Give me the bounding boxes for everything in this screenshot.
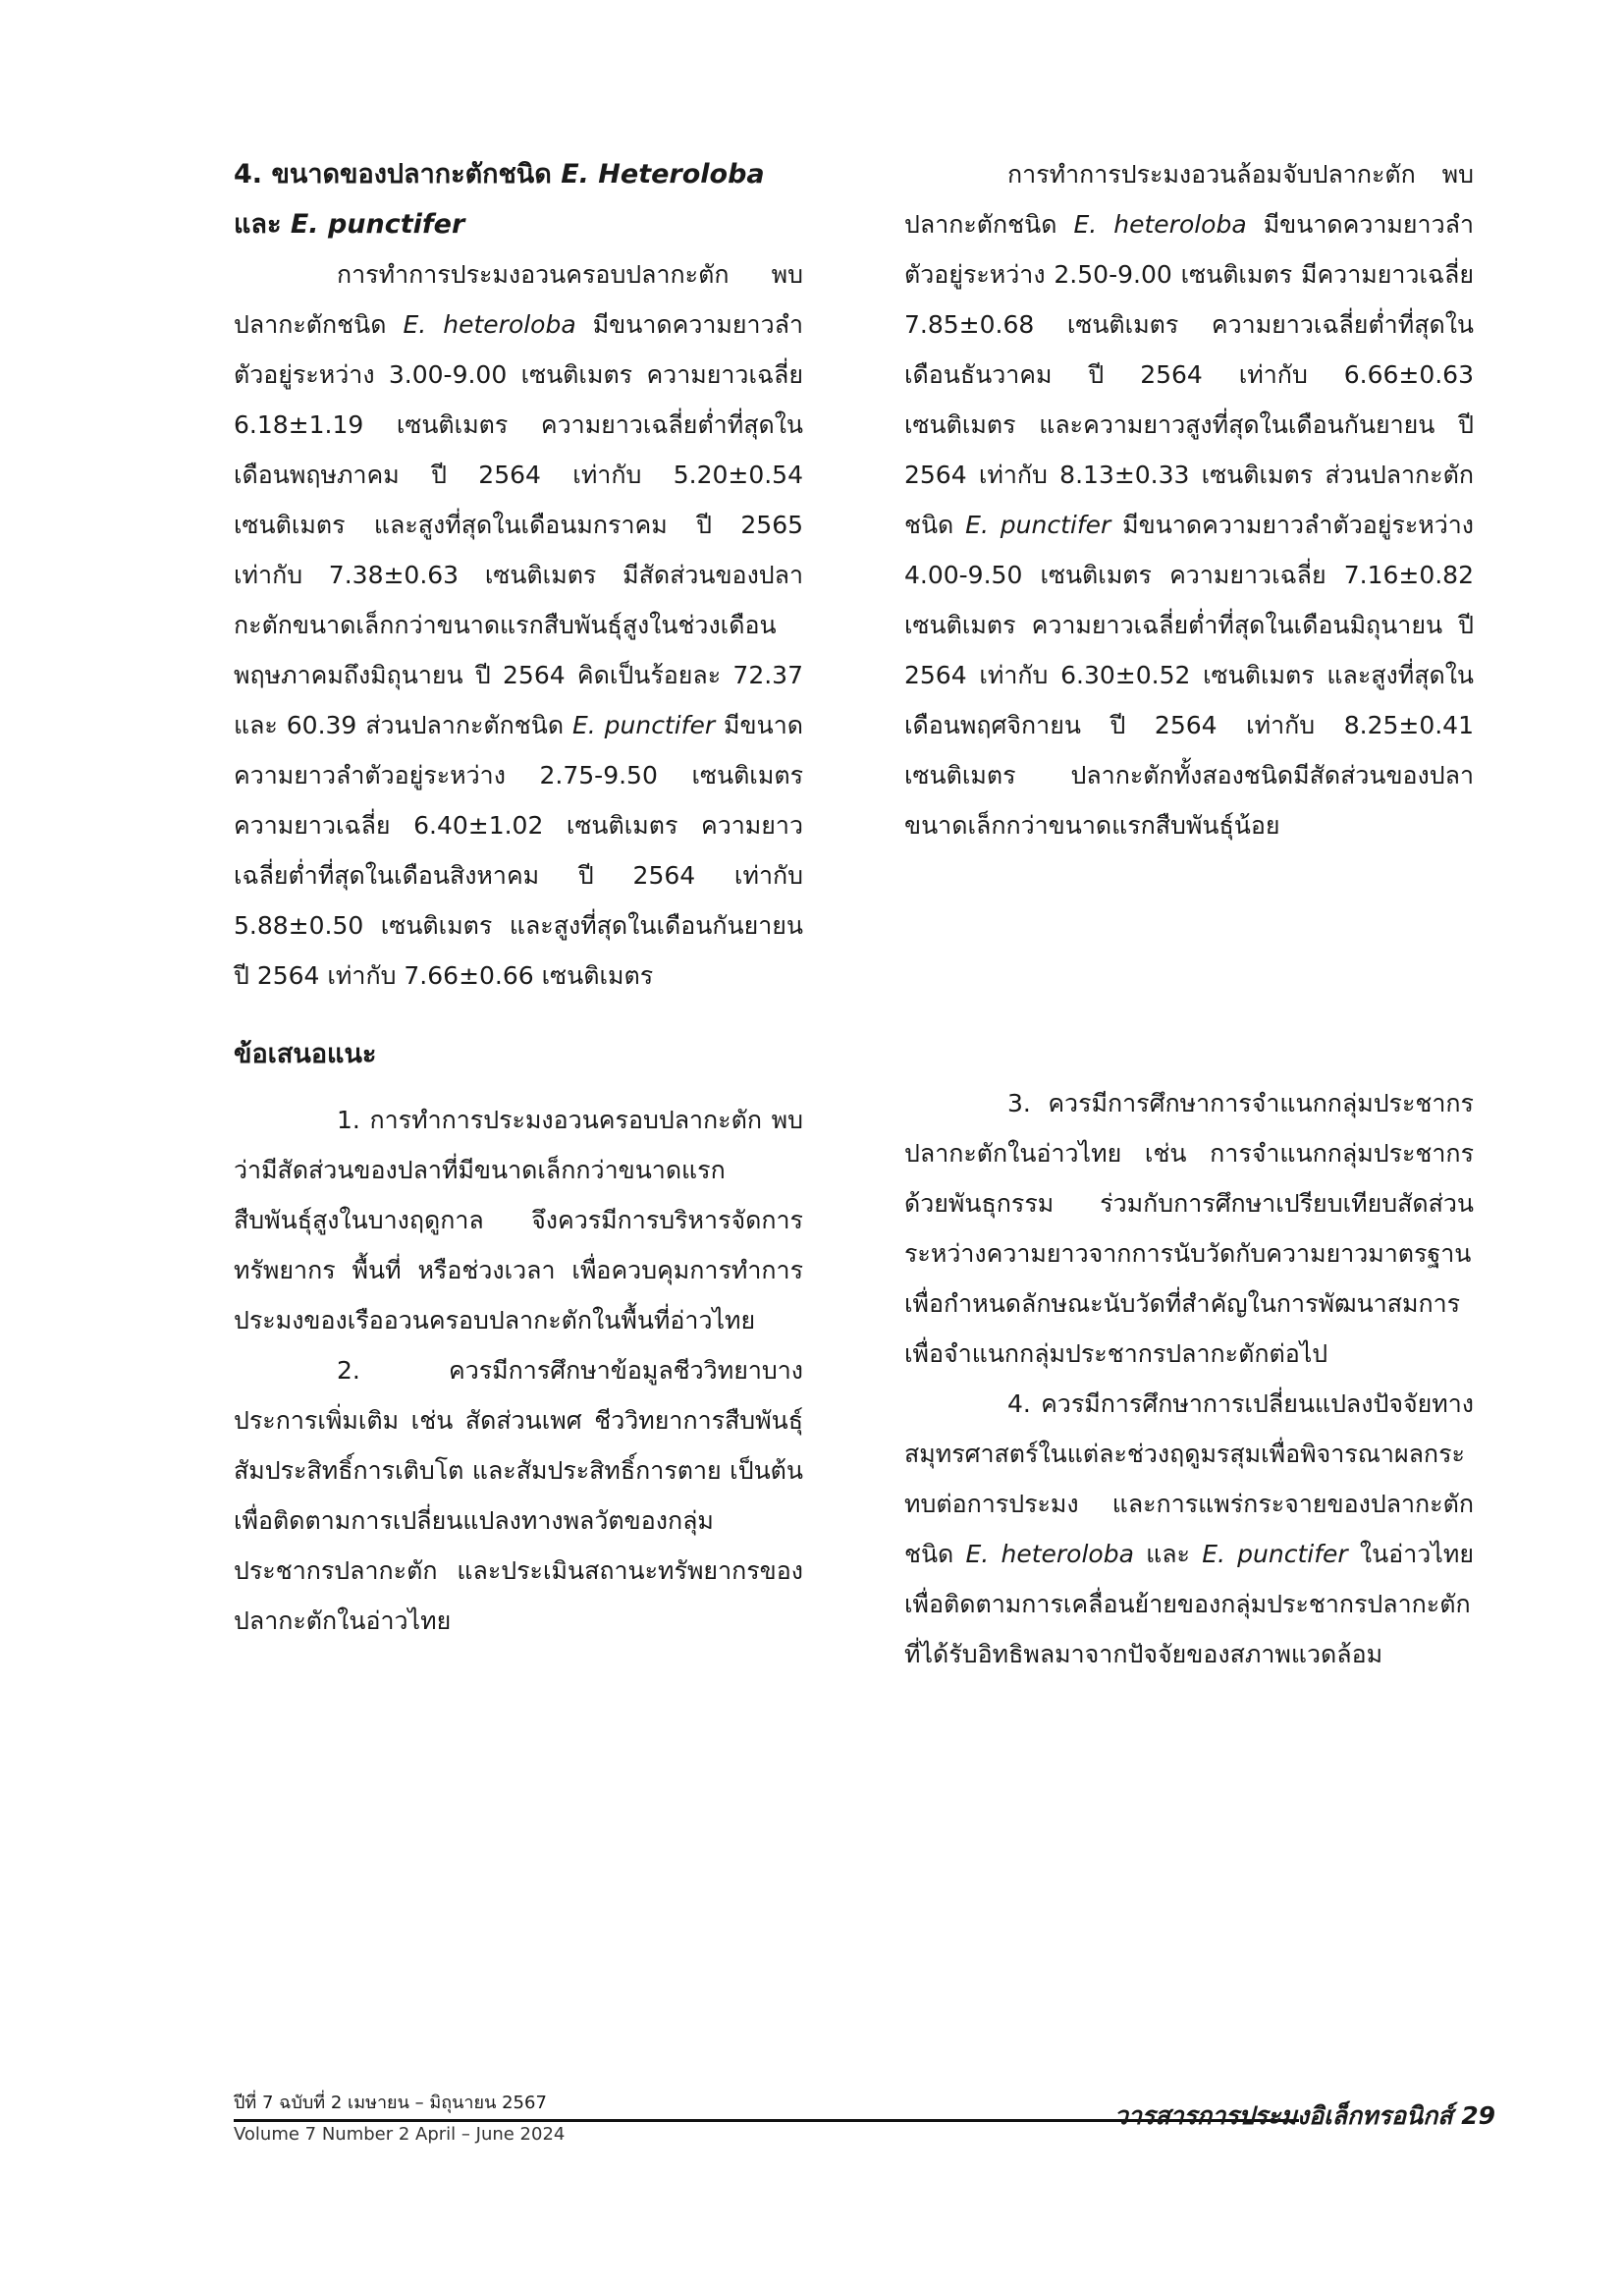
species-name: E. punctifer (965, 511, 1111, 539)
species-name: E. heteroloba (965, 1540, 1134, 1568)
left-column-top (234, 149, 803, 1001)
species-name: E. heteroloba (403, 310, 576, 339)
issue-thai: ปีที่ 7 ฉบับที่ 2 เมษายน – มิถุนายน 2567 (234, 2093, 547, 2113)
recommendation-item-3: 3. ควรมีการศึกษาการจำแนกกลุ่มประชากรปลากะตักในอ่าวไทย เช่น การจำแนกกลุ่มประชากรด้วยพันธุกรรม ร่วมกับการศึกษาเปรียบเทียบสัดส่วนระหว่างความยาวจากการนับวัดกับความยาวมาตรฐานเพื่อกำหนดลักษณะนับวัดที่สำคัญในการพัฒนาสมการเพื่อจำแนกกลุ่มประชากรปลากะตักต่อไป (904, 1089, 1474, 1368)
paragraph-text: การทำการประมงอวนครอบปลากะตัก พบปลากะตักชนิด (234, 260, 803, 339)
recommendation-item-2: 2. ควรมีการศึกษาข้อมูลชีววิทยาบางประการเพิ่มเติม เช่น สัดส่วนเพศ ชีววิทยาการสืบพันธุ์ สัมประสิทธิ์การเติบโต และสัมประสิทธิ์การตาย เป็นต้น เพื่อติดตามการเปลี่ยนแปลงทางพลวัตของกลุ่มประชากรปลากะตัก และประเมินสถานะทรัพยากรของปลากะตักในอ่าวไทย (234, 1356, 803, 1635)
journal-name-page-number: วารสารการประมงอิเล็กทรอนิกส์ 29 (1113, 2101, 1495, 2130)
paragraph-text: มีขนาดความยาวลำตัวอยู่ระหว่าง 2.75-9.50 เซนติเมตร ความยาวเฉลี่ย 6.40±1.02 เซนติเมตร ความยาวเฉลี่ยต่ำที่สุดในเดือนสิงหาคม ปี 2564 เท่ากับ 5.88±0.50 เซนติเมตร และสูงที่สุดในเดือนกันยายน ปี 2564 เท่ากับ 7.66±0.66 เซนติเมตร (234, 711, 803, 990)
paragraph-text: มีขนาดความยาวลำตัวอยู่ระหว่าง 2.50-9.00 เซนติเมตร มีความยาวเฉลี่ย 7.85±0.68 เซนติเมตร ความยาวเฉลี่ยต่ำที่สุดในเดือนธันวาคม ปี 2564 เท่ากับ 6.66±0.63 เซนติเมตร และความยาวสูงที่สุดในเดือนกันยายน ปี 2564 เท่ากับ 8.13±0.33 เซนติเมตร ส่วนปลากะตักชนิด (904, 210, 1474, 539)
left-column-recommendations (234, 1029, 803, 1646)
right-column-top (904, 149, 1474, 850)
paragraph-purse-seine (904, 149, 1474, 850)
right-column-recommendations (904, 1078, 1474, 1679)
species-name: E. heteroloba (1073, 210, 1247, 239)
recommendation-item-4 (904, 1379, 1474, 1679)
paragraph-encircling-net (234, 249, 803, 1001)
paragraph-text: มีขนาดความยาวลำตัวอยู่ระหว่าง 3.00-9.00 เซนติเมตร ความยาวเฉลี่ย 6.18±1.19 เซนติเมตร ความยาวเฉลี่ยต่ำที่สุดในเดือนพฤษภาคม ปี 2564 เท่ากับ 5.20±0.54 เซนติเมตร และสูงที่สุดในเดือนมกราคม ปี 2565 เท่ากับ 7.38±0.63 เซนติเมตร มีสัดส่วนของปลากะตักขนาดเล็กกว่าขนาดแรกสืบพันธุ์สูงในช่วงเดือนพฤษภาคมถึงมิถุนายน ปี 2564 คิดเป็นร้อยละ 72.37 และ 60.39 ส่วนปลากะตักชนิด (234, 310, 803, 739)
paragraph-text: การทำการประมงอวนล้อมจับปลากะตัก พบปลากะตักชนิด (904, 160, 1474, 239)
section-heading-text: 4. ขนาดของปลากะตักชนิด (234, 159, 562, 190)
section-heading (234, 149, 803, 249)
recommendations-heading: ข้อเสนอแนะ (234, 1039, 377, 1069)
section-heading-text: และ (234, 209, 291, 240)
species-name: E. Heteroloba (561, 159, 765, 190)
page-footer (234, 2092, 1495, 2150)
recommendation-item-1: 1. การทำการประมงอวนครอบปลากะตัก พบว่ามีสัดส่วนของปลาที่มีขนาดเล็กกว่าขนาดแรกสืบพันธุ์สูงในบางฤดูกาล จึงควรมีการบริหารจัดการทรัพยากร พื้นที่ หรือช่วงเวลา เพื่อควบคุมการทำการประมงของเรืออวนครอบปลากะตักในพื้นที่อ่าวไทย (234, 1106, 803, 1334)
paragraph-text: ในอ่าวไทย เพื่อติดตามการเคลื่อนย้ายของกลุ่มประชากรปลากะตักที่ได้รับอิทธิพลมาจากปัจจัยของสภาพแวดล้อม (904, 1540, 1474, 1668)
paragraph-text: 4. ควรมีการศึกษาการเปลี่ยนแปลงปัจจัยทางสมุทรศาสตร์ในแต่ละช่วงฤดูมรสุมเพื่อพิจารณาผลกระทบต่อการประมง และการแพร่กระจายของปลากะตักชนิด (904, 1389, 1474, 1568)
species-name: E. punctifer (571, 711, 716, 739)
paragraph-text: และ (1133, 1540, 1203, 1568)
issue-english: Volume 7 Number 2 April – June 2024 (234, 2124, 566, 2145)
paragraph-text: มีขนาดความยาวลำตัวอยู่ระหว่าง 4.00-9.50 เซนติเมตร ความยาวเฉลี่ย 7.16±0.82 เซนติเมตร ความยาวเฉลี่ยต่ำที่สุดในเดือนมิถุนายน ปี 2564 เท่ากับ 6.30±0.52 เซนติเมตร และสูงที่สุดในเดือนพฤศจิกายน ปี 2564 เท่ากับ 8.25±0.41 เซนติเมตร ปลากะตักทั้งสองชนิดมีสัดส่วนของปลาขนาดเล็กกว่าขนาดแรกสืบพันธุ์น้อย (904, 511, 1475, 840)
species-name: E. punctifer (1202, 1540, 1348, 1568)
species-name: E. punctifer (290, 209, 465, 240)
